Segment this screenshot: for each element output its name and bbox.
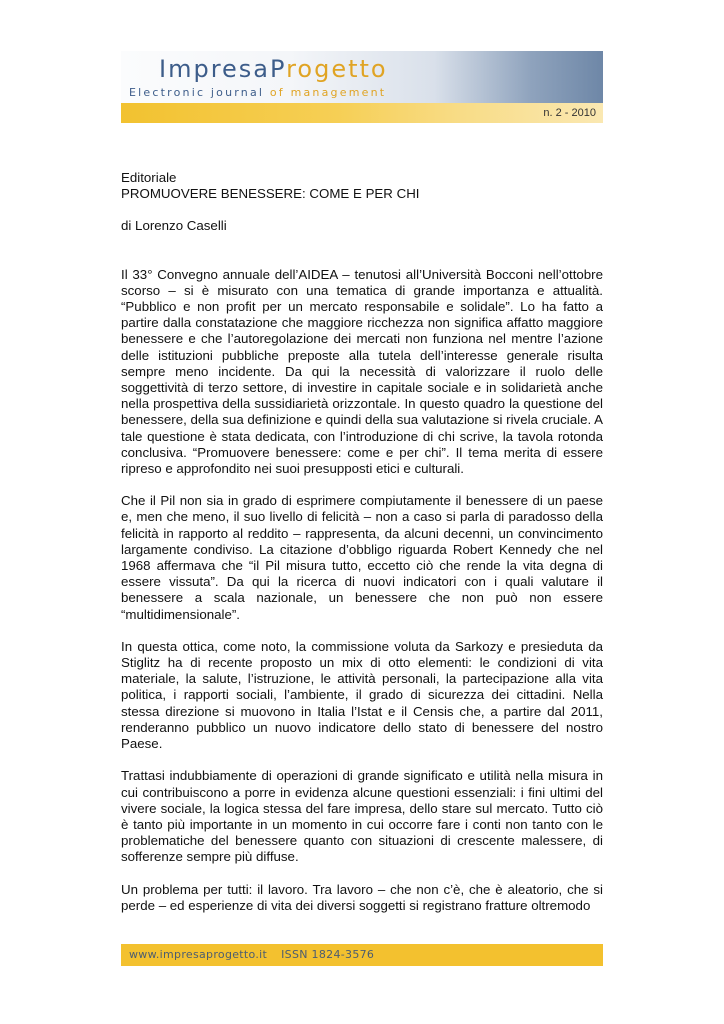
logo-subtitle-part1: Electronic journal [129,86,270,99]
footer-url: www.impresaprogetto.it [129,948,268,961]
issue-number: n. 2 - 2010 [543,107,596,119]
logo-title-part1: ImpresaP [159,55,287,83]
paragraph: Che il Pil non sia in grado di esprimere compiutamente il benessere di un paese e, men che meno, il suo livello di felicità – non a caso si parla di paradosso della felicità in rapporto al reddito – rappresenta, da alcuni decenni, un convincimento largamente condiviso. La citazione d’obbligo riguarda Robert Kennedy che nel 1968 affermava che “il Pil misura tutto, eccetto ciò che rende la vita degna di essere vissuta”. Da qui la ricerca di nuovi indicatori con i quali valutare il benessere a scala nazionale, un benessere che non può non essere “multidimensionale”. [121,493,603,622]
article-body [121,170,603,930]
footer-issn: ISSN 1824-3576 [281,948,375,961]
article-author: di Lorenzo Caselli [121,218,227,234]
paragraph: In questa ottica, come noto, la commissione voluta da Sarkozy e presieduta da Stiglitz ha di recente proposto un mix di otto elementi: le condizioni di vita materiale, la salute, l’istruzione, le attività personali, la partecipazione alla vita politica, i rapporti sociali, l’ambiente, il grado di sicurezza dei cittadini. Nella stessa direzione si muovono in Italia l’Istat e il Censis che, a partire dal 2011, renderanno pubblico un nuovo indicatore dello stato di benessere del nostro Paese. [121,638,603,752]
footer-bar [121,944,603,966]
footer-text [129,948,374,961]
paragraph: Il 33° Convegno annuale dell’AIDEA – tenutosi all’Università Bocconi nell’ottobre scorso – si è misurato con una tematica di grande importanza e attualità. “Pubblico e non profit per un mercato responsabile e solidale”. Lo ha fatto a partire dalla constatazione che maggiore ricchezza non significa affatto maggiore benessere e che l’autoregolazione dei mercati non funziona nel mentre l’azione delle istituzioni pubbliche preposte alla tutela dell’interesse generale risulta sempre meno incidente. Da qui la necessità di valorizzare il ruolo delle soggettività di terzo settore, di investire in capitale sociale e in solidarietà anche nella prospettiva della sussidiarietà orizzontale. In questo quadro la questione del benessere, della sua definizione e quindi della sua valutazione si rivela cruciale. A tale questione è stata dedicata, con l’introduzione di chi scrive, la tavola rotonda conclusiva. “Promuovere benessere: come e per chi”. Il tema merita di essere ripreso e approfondito nei suoi presupposti etici e culturali. [121,266,603,477]
section-label: Editoriale [121,170,177,185]
journal-header-stripe [121,103,603,123]
logo-subtitle-part2: of management [269,86,387,99]
paragraph: Un problema per tutti: il lavoro. Tra lavoro – che non c’è, che è aleatorio, che si perde – ed esperienze di vita dei diversi soggetti si registrano fratture oltremodo [121,881,603,913]
logo-title-part2: rogetto [286,55,388,83]
paragraph: Trattasi indubbiamente di operazioni di grande significato e utilità nella misura in cui contribuiscono a porre in evidenza alcune questioni essenziali: i fini ultimi del vivere sociale, la logica stessa del fare impresa, dello stare sul mercato. Tutto ciò è tanto più importante in un momento in cui occorre fare i conti non tanto con le problematiche del benessere quanto con situazioni di crescente malessere, di sofferenze sempre più diffuse. [121,768,603,865]
journal-logo-title [159,55,388,83]
journal-logo-subtitle [129,86,386,99]
article-title: PROMUOVERE BENESSERE: COME E PER CHI [121,186,420,202]
